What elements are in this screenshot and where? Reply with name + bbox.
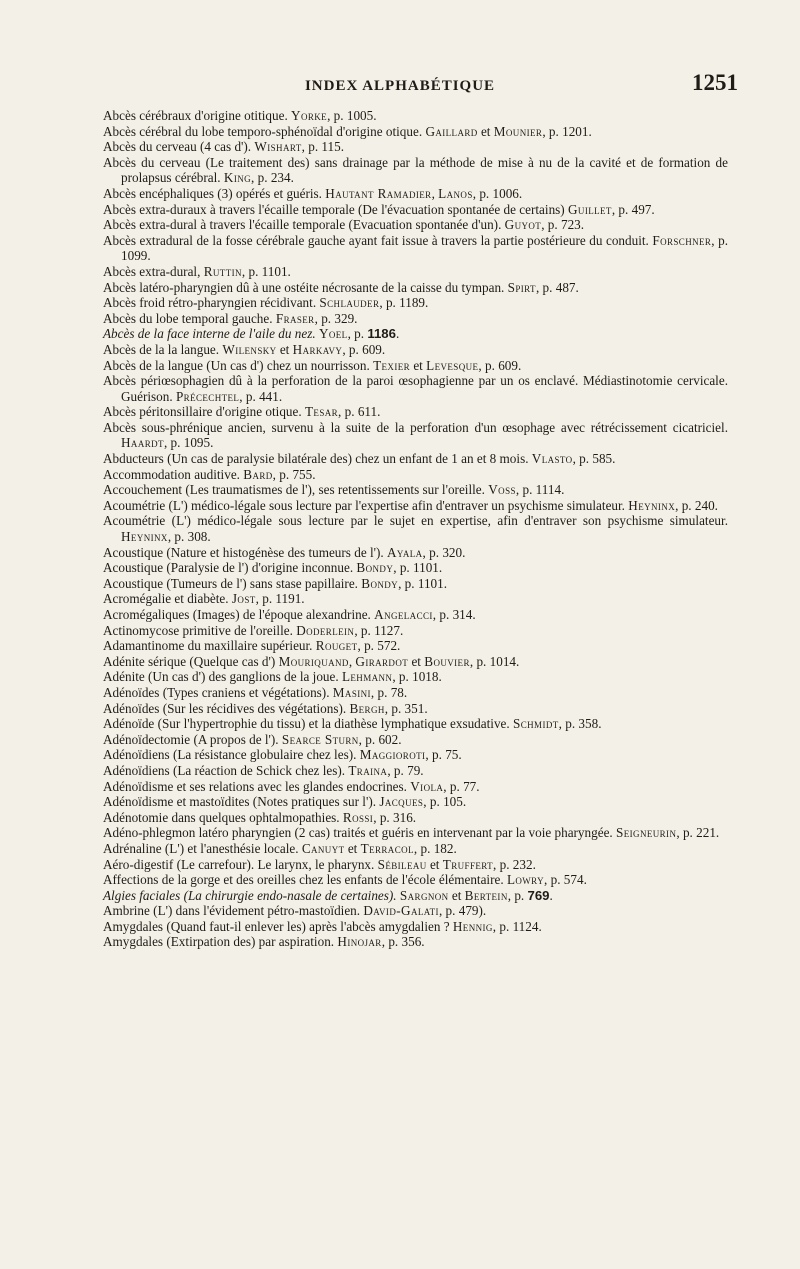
author-name: Masini (332, 684, 371, 700)
index-entry (103, 404, 728, 420)
entry-text: . (549, 887, 553, 903)
index-entry (103, 545, 728, 561)
author-name: Jacques (379, 794, 424, 810)
author-name: Heyninx (121, 529, 168, 545)
page-number: 1251 (692, 70, 738, 95)
entry-text: Abcès extradural de la fosse cérébrale gauche ayant fait issue à travers la partie postérieure du conduit. (103, 232, 653, 248)
author-name: Yoel (318, 326, 348, 342)
entry-text: Abcès cérébraux d'origine otitique. (103, 108, 292, 123)
index-entry (103, 857, 728, 873)
entry-text: Amygdales (Quand faut-il enlever les) après l'abcès amygdalien ? (103, 918, 453, 934)
entry-text: Adénotomie dans quelques ophtalmopathies. (103, 809, 343, 825)
entry-text: , p. 497. (611, 201, 655, 217)
author-name: Guillet (568, 201, 612, 217)
entry-text: Adénoïdiens (La résistance globulaire chez les). (103, 747, 360, 763)
entry-text: , p. 316. (373, 809, 417, 825)
entry-text: , p. 77. (443, 778, 480, 794)
author-name: Doderlein (296, 622, 355, 638)
author-name: Sargnon (399, 887, 449, 903)
index-entry (103, 124, 728, 140)
index-entry (103, 326, 728, 342)
index-entry (103, 841, 728, 857)
author-name: Truffert (442, 856, 494, 872)
entry-text: Adénoïde (Sur l'hypertrophie du tissu) et la diathèse lymphatique exsudative. (103, 716, 513, 732)
entry-text: , (348, 653, 356, 669)
index-entry (103, 872, 728, 888)
author-name: Terracol (360, 840, 414, 856)
entry-text: Acromégalie et diabète. (103, 591, 232, 607)
entry-text: et (477, 123, 494, 139)
index-entry (103, 623, 728, 639)
entry-text: , p. 572. (357, 638, 401, 654)
index-entry (103, 732, 728, 748)
entry-text: , p. 78. (370, 684, 408, 700)
entry-text: Abcès péritonsillaire d'origine otique. (103, 404, 305, 420)
author-name: Girardot (355, 653, 409, 669)
entry-text: , p. 1124. (492, 918, 542, 934)
entry-text: et (448, 887, 465, 903)
author-name: Rouget (315, 638, 358, 654)
entry-text: , p. 755. (272, 466, 316, 482)
entry-text: Acoustique (Nature et histogénèse des tumeurs de l'). (103, 544, 387, 560)
entry-text: , p. 314. (432, 607, 476, 622)
index-entry (103, 825, 728, 841)
entry-text: , p. 609. (342, 341, 386, 357)
entry-text: Abcès extra-dural à travers l'écaille temporale (Evacuation spontanée d'un). (103, 217, 505, 233)
entry-text: , p. 611. (338, 404, 381, 420)
entry-text: Abcès périœsophagien dû à la perforation de la paroi œsophagienne par un os enclavé. Médiastinotomie cervicale. Guérison. (103, 373, 728, 404)
entry-text: , p. 602. (358, 731, 402, 747)
author-name: Seigneurin (616, 825, 677, 841)
index-entry (103, 342, 728, 358)
index-entry (103, 295, 728, 311)
index-entry (103, 934, 728, 950)
author-name: Forschner (652, 232, 712, 248)
index-entry (103, 607, 728, 623)
entry-text: Abcès latéro-pharyngien dû à une ostéite nécrosante de la caisse du tympan. (103, 279, 508, 295)
author-name: King (223, 170, 252, 186)
entry-text: , p. 441. (239, 388, 283, 404)
index-entry (103, 358, 728, 374)
entry-text: Acoumétrie (L') médico-légale sous lecture par le sujet en expertise, afin d'entraver son psychisme simulateur. (103, 513, 728, 529)
author-name: Spirt (507, 279, 536, 295)
author-name: Wishart (254, 139, 302, 155)
author-name: Lehmann (341, 669, 393, 685)
author-name: Schlauder (319, 295, 380, 311)
entry-text: , p. 1189. (379, 295, 429, 311)
index-entry (103, 139, 728, 155)
index-entry (103, 810, 728, 826)
index-entry (103, 280, 728, 296)
author-name: Lowry (506, 872, 544, 888)
author-name: Yorke (291, 108, 328, 123)
entry-text: et (276, 341, 293, 357)
entry-text: , p. 240. (675, 497, 718, 513)
entry-text: Adénoïdisme et mastoïdites (Notes pratiques sur l'). (103, 794, 380, 810)
author-name: Bondy (356, 560, 394, 576)
entry-text: , p. 1014. (469, 653, 520, 669)
entry-text: Adénite sérique (Quelque cas d') (103, 653, 279, 669)
author-name: Angelacci (374, 607, 433, 622)
entry-text: Amygdales (Extirpation des) par aspiration. (103, 934, 338, 950)
author-name: Gaillard (425, 123, 478, 139)
author-name: Traina (348, 762, 388, 778)
entry-text: , p. 723. (541, 217, 585, 233)
author-name: David-Galati (363, 903, 439, 919)
entry-text: , p. 574. (544, 872, 587, 888)
author-name: Haardt (121, 435, 164, 451)
entry-text: , p. 1005. (327, 108, 377, 123)
index-entry (103, 311, 728, 327)
entry-text: Abcès de la face interne de l'aile du nez. (103, 326, 319, 342)
entry-text: et (410, 357, 427, 373)
entry-text: Abcès du lobe temporal gauche. (103, 310, 276, 326)
entry-text: Abcès du cerveau (Le traitement des) sans drainage par la méthode de mise à nu de la cavité et de formation de prolapsus cérébral. (103, 154, 728, 186)
entry-text: , p. 358. (558, 716, 602, 732)
author-name: Bondy (361, 575, 399, 591)
entry-text: Adéno-phlegmon latéro pharyngien (2 cas) traités et guéris en intervenant par la voie pharyngée. (103, 825, 617, 841)
entry-text: Adamantinome du maxillaire supérieur. (103, 638, 316, 654)
entry-text: Abcès de la la langue. (103, 341, 223, 357)
entry-text: et (408, 653, 425, 669)
entry-text: Ambrine (L') dans l'évidement pétro-mastoïdien. (103, 903, 364, 919)
entry-text: , p. 79. (387, 762, 424, 778)
index-entry (103, 716, 728, 732)
entry-text: et (344, 840, 361, 856)
entry-text: Aéro-digestif (Le carrefour). Le larynx, le pharynx. (103, 856, 378, 872)
entry-text: Adénoïdiens (La réaction de Schick chez les). (103, 762, 349, 778)
index-entry (103, 701, 728, 717)
entry-text: , p. (347, 326, 368, 342)
author-name: Maggioroti (359, 747, 426, 763)
entry-text: Abcès sous-phrénique ancien, survenu à la suite de la perforation d'un œsophage avec rétrécissement cicatriciel. (103, 419, 728, 435)
entry-text: , p. 320. (422, 544, 466, 560)
author-name: Tesar (304, 404, 339, 420)
entry-text: Abcès encéphaliques (3) opérés et guéris. (103, 185, 326, 201)
entry-text: Adénoïdisme et ses relations avec les glandes endocrines. (103, 778, 411, 794)
index-entry (103, 576, 728, 592)
author-name: Mouriquand (278, 653, 349, 669)
index-entry (103, 233, 728, 264)
author-name: Rossi (342, 809, 374, 825)
entry-text: , p. 1018. (392, 669, 442, 685)
author-name: Voss (488, 482, 516, 498)
index-entry (103, 513, 728, 544)
page-reference: 769 (527, 887, 550, 903)
author-name: Ruttin (203, 263, 242, 279)
index-entry (103, 669, 728, 685)
entry-text: Abducteurs (Un cas de paralysie bilatérale des) chez un enfant de 1 an et 8 mois. (103, 451, 532, 467)
entry-text: Acoustique (Paralysie de l') d'origine inconnue. (103, 560, 357, 576)
author-name: Précechtel (175, 388, 240, 404)
entry-text: , p. 1006. (472, 185, 523, 201)
entry-text: , p. 1101. (398, 575, 448, 591)
entry-text: . (395, 326, 400, 342)
running-title: INDEX ALPHABÉTIQUE (304, 78, 496, 94)
author-name: Harkavy (292, 341, 343, 357)
author-name: Fraser (275, 310, 315, 326)
author-name: Hinojar (337, 934, 382, 950)
entry-text: Abcès froid rétro-pharyngien récidivant. (103, 295, 320, 311)
index-entry (103, 888, 728, 904)
index-entry (103, 747, 728, 763)
entry-text: , p. 1101. (241, 263, 291, 279)
index-entry (103, 654, 728, 670)
entry-text: , p. 487. (535, 279, 579, 295)
entry-text: Accouchement (Les traumatismes de l'), ses retentissements sur l'oreille. (103, 482, 489, 498)
entry-text: , p. 105. (423, 794, 467, 810)
author-name: Searce Sturn (281, 731, 359, 747)
author-name: Wilensky (222, 341, 277, 357)
entry-text: , p. 1191. (255, 591, 305, 607)
author-name: Mounier (493, 123, 543, 139)
entry-text: , p. 1201. (542, 123, 592, 139)
author-name: Viola (410, 778, 444, 794)
entry-text: , p. 115. (301, 139, 344, 155)
entry-text: , p. 1099. (121, 232, 729, 264)
index-entry (103, 779, 728, 795)
author-name: Sébileau (377, 856, 427, 872)
entry-text: Adénoïdes (Types craniens et végétations). (103, 684, 333, 700)
author-name: Hautant Ramadier (325, 185, 432, 201)
author-name: Jost (231, 591, 256, 607)
index-entry (103, 108, 728, 124)
index-entry (103, 591, 728, 607)
entry-text: Algies faciales (La chirurgie endo-nasale de certaines). (103, 887, 400, 903)
author-name: Heyninx (628, 497, 676, 513)
author-name: Texier (373, 357, 411, 373)
entry-text: Adénoïdes (Sur les récidives des végétations). (103, 700, 350, 716)
index-entry (103, 903, 728, 919)
entry-text: Affections de la gorge et des oreilles chez les enfants de l'école élémentaire. (103, 872, 507, 888)
entry-text: , p. 182. (413, 840, 457, 856)
index-entry (103, 155, 728, 186)
entry-text: , p. 585. (572, 451, 616, 467)
index-entry (103, 202, 728, 218)
page-header (0, 70, 800, 104)
author-name: Ayala (387, 544, 423, 560)
entry-text: , p. 1101. (393, 560, 443, 576)
index-entry (103, 685, 728, 701)
author-name: Vlasto (531, 451, 573, 467)
index-entry (103, 186, 728, 202)
entry-text: , p. 1095. (163, 435, 214, 451)
entry-text: , p. 356. (381, 934, 425, 950)
entry-text: Adénite (Un cas d') des ganglions de la joue. (103, 669, 342, 685)
index-entry (103, 498, 728, 514)
entry-text: , p. 329. (314, 310, 358, 326)
index-entry (103, 420, 728, 451)
index-entry (103, 373, 728, 404)
entry-text: , p. 609. (478, 357, 522, 373)
index-entry (103, 482, 728, 498)
author-name: Bouvier (424, 653, 470, 669)
entry-text: , p. 75. (425, 747, 462, 763)
entry-text: Acoumétrie (L') médico-légale sous lecture par l'expertise afin d'entraver un psychisme simulateur. (103, 497, 629, 513)
author-name: Guyot (504, 217, 542, 233)
page-reference: 1186 (367, 326, 396, 342)
entry-text: , (431, 185, 439, 201)
author-name: Schmidt (513, 716, 559, 732)
author-name: Lanos (438, 185, 473, 201)
entry-text: , p. 1114. (515, 482, 565, 498)
entry-text: Accommodation auditive. (103, 466, 244, 482)
index-entry (103, 919, 728, 935)
entry-text: , p. (507, 887, 528, 903)
entry-text: Abcès extra-dural, (103, 263, 204, 279)
index-entry (103, 451, 728, 467)
entry-text: Acoustique (Tumeurs de l') sans stase papillaire. (103, 575, 362, 591)
index-entry (103, 763, 728, 779)
entry-text: , p. 479). (438, 903, 487, 919)
author-name: Levesque (426, 357, 479, 373)
entry-text: et (426, 856, 443, 872)
entry-text: , p. 221. (676, 825, 720, 841)
author-name: Hennig (452, 918, 493, 934)
author-name: Bertein (464, 887, 508, 903)
index-entry (103, 794, 728, 810)
entry-text: , p. 234. (251, 170, 294, 186)
index-entry (103, 264, 728, 280)
author-name: Bard (243, 466, 273, 482)
entry-text: Abcès de la langue (Un cas d') chez un nourrisson. (103, 357, 374, 373)
entry-text: Adrénaline (L') et l'anesthésie locale. (103, 840, 302, 856)
author-name: Bergh (349, 700, 385, 716)
entry-text: , p. 308. (167, 529, 211, 545)
entry-text: , p. 232. (493, 856, 536, 872)
author-name: Canuyt (301, 840, 345, 856)
entry-text: Abcès extra-duraux à travers l'écaille temporale (De l'évacuation spontanée de certains) (103, 201, 568, 217)
index-entry (103, 638, 728, 654)
entry-text: , p. 1127. (354, 622, 404, 638)
entry-text: , p. 351. (384, 700, 428, 716)
index-entry (103, 217, 728, 233)
index-entry (103, 467, 728, 483)
entry-text: Acromégaliques (Images) de l'époque alexandrine. (103, 607, 375, 622)
entry-text: Adénoïdectomie (A propos de l'). (103, 731, 282, 747)
entry-text: Abcès cérébral du lobe temporo-sphénoïdal d'origine otique. (103, 123, 426, 139)
entry-text: Actinomycose primitive de l'oreille. (103, 622, 297, 638)
index-entry (103, 560, 728, 576)
entry-text: Abcès du cerveau (4 cas d'). (103, 139, 255, 155)
index-entries (103, 108, 728, 950)
